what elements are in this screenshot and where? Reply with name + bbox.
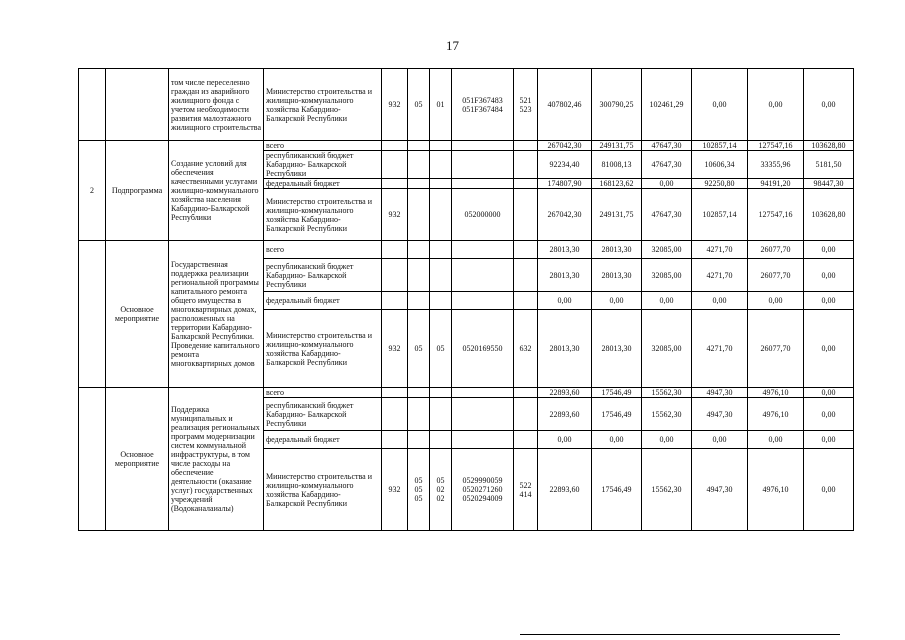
value-cell: 168123,62 — [592, 179, 642, 189]
cell-num — [79, 241, 106, 388]
value-cell: 10606,34 — [692, 151, 748, 179]
value-cell: 0,00 — [804, 398, 854, 431]
value-cell: 26077,70 — [748, 259, 804, 292]
pr-code: 05 02 02 — [430, 449, 452, 531]
pr-code: 05 — [430, 310, 452, 388]
value-cell: 28013,30 — [592, 259, 642, 292]
value-cell: 407802,46 — [538, 69, 592, 141]
source-label: республиканский бюджет Кабардино- Балкарской Республики — [264, 398, 382, 431]
vr-code: 521 523 — [514, 69, 538, 141]
source-label: федеральный бюджет — [264, 179, 382, 189]
rz-code: 05 05 05 — [408, 449, 430, 531]
vr-code: 632 — [514, 310, 538, 388]
value-cell: 28013,30 — [538, 259, 592, 292]
rz-code: 05 — [408, 310, 430, 388]
footer-rule — [520, 634, 840, 635]
value-cell: 0,00 — [748, 69, 804, 141]
value-cell: 26077,70 — [748, 310, 804, 388]
value-cell: 17546,49 — [592, 388, 642, 398]
value-cell: 0,00 — [804, 310, 854, 388]
value-cell: 174807,90 — [538, 179, 592, 189]
value-cell: 102857,14 — [692, 141, 748, 151]
grbs-code: 932 — [382, 69, 408, 141]
value-cell: 102461,29 — [642, 69, 692, 141]
value-cell: 300790,25 — [592, 69, 642, 141]
value-cell: 22893,60 — [538, 398, 592, 431]
value-cell: 47647,30 — [642, 141, 692, 151]
value-cell: 0,00 — [692, 292, 748, 310]
value-cell: 32085,00 — [642, 241, 692, 259]
cell-status — [106, 69, 169, 141]
value-cell: 17546,49 — [592, 398, 642, 431]
value-cell: 17546,49 — [592, 449, 642, 531]
value-cell: 0,00 — [804, 69, 854, 141]
value-cell: 4947,30 — [692, 398, 748, 431]
csr-code: 0520169550 — [452, 310, 514, 388]
cell-num — [79, 69, 106, 141]
value-cell: 0,00 — [804, 241, 854, 259]
row-number: 2 — [79, 141, 106, 241]
value-cell: 0,00 — [804, 449, 854, 531]
value-cell: 47647,30 — [642, 151, 692, 179]
value-cell: 32085,00 — [642, 310, 692, 388]
value-cell: 22893,60 — [538, 388, 592, 398]
value-cell: 0,00 — [804, 292, 854, 310]
value-cell: 92250,80 — [692, 179, 748, 189]
value-cell: 0,00 — [804, 388, 854, 398]
value-cell: 0,00 — [642, 431, 692, 449]
source-label: федеральный бюджет — [264, 292, 382, 310]
value-cell: 98447,30 — [804, 179, 854, 189]
grbs-code: 932 — [382, 189, 408, 241]
executor-name: Министерство строительства и жилищно-коммунального хозяйства Кабардино-Балкарской Республики — [264, 449, 382, 531]
value-cell: 15562,30 — [642, 449, 692, 531]
status-label: Основное мероприятие — [106, 388, 169, 531]
value-cell: 4271,70 — [692, 310, 748, 388]
value-cell: 0,00 — [642, 179, 692, 189]
value-cell: 32085,00 — [642, 259, 692, 292]
csr-code: 051F367483 051F367484 — [452, 69, 514, 141]
event-name: Поддержка муниципальных и реализация региональных программ модернизации систем коммунальной инфраструктуры, в том числе расходы на обеспечение деятельности (оказание услуг) государственных учреждений (Водоканалаиалы) — [169, 388, 264, 531]
value-cell: 4271,70 — [692, 241, 748, 259]
value-cell: 4947,30 — [692, 449, 748, 531]
value-cell: 15562,30 — [642, 398, 692, 431]
event-name: Создание условий для обеспечения качественными услугами жилищно-коммунального хозяйства населения Кабардино-Балкарской Республики — [169, 141, 264, 241]
value-cell: 4947,30 — [692, 388, 748, 398]
csr-code: 0529990059 0520271260 0520294009 — [452, 449, 514, 531]
value-cell: 15562,30 — [642, 388, 692, 398]
value-cell: 26077,70 — [748, 241, 804, 259]
event-name: том числе переселенно граждан из аварийного жилищного фонда с учетом необходимости развития малоэтажного жилищного строительства — [169, 69, 264, 141]
value-cell: 92234,40 — [538, 151, 592, 179]
value-cell: 47647,30 — [642, 189, 692, 241]
value-cell: 267042,30 — [538, 141, 592, 151]
value-cell: 94191,20 — [748, 179, 804, 189]
executor-name: Министерство строительства и жилищно-коммунального хозяйства Кабардино-Балкарской Республики — [264, 189, 382, 241]
value-cell: 127547,16 — [748, 189, 804, 241]
value-cell: 0,00 — [642, 292, 692, 310]
csr-code: 052000000 — [452, 189, 514, 241]
value-cell: 4976,10 — [748, 398, 804, 431]
grbs-code: 932 — [382, 310, 408, 388]
value-cell: 249131,75 — [592, 141, 642, 151]
value-cell: 22893,60 — [538, 449, 592, 531]
pr-code: 01 — [430, 69, 452, 141]
value-cell: 28013,30 — [538, 241, 592, 259]
value-cell: 102857,14 — [692, 189, 748, 241]
event-name: Государственная поддержка реализации региональной программы капитального ремонта общего имущества в многоквартирных домах, расположенных на территории Кабардино-Балкарской Республики. Проведение капитального ремонта многоквартирных домов — [169, 241, 264, 388]
value-cell: 5181,50 — [804, 151, 854, 179]
source-label: всего — [264, 388, 382, 398]
value-cell: 0,00 — [804, 431, 854, 449]
value-cell: 103628,80 — [804, 189, 854, 241]
value-cell: 81008,13 — [592, 151, 642, 179]
budget-table — [78, 68, 854, 531]
value-cell: 0,00 — [748, 431, 804, 449]
value-cell: 0,00 — [538, 292, 592, 310]
value-cell: 4976,10 — [748, 449, 804, 531]
value-cell: 0,00 — [592, 431, 642, 449]
table-row — [79, 69, 854, 141]
value-cell: 0,00 — [592, 292, 642, 310]
value-cell: 103628,80 — [804, 141, 854, 151]
executor-name: Министерство строительства и жилищно-коммунального хозяйства Кабардино-Балкарской Республики — [264, 69, 382, 141]
value-cell: 28013,30 — [592, 310, 642, 388]
value-cell: 249131,75 — [592, 189, 642, 241]
rz-code: 05 — [408, 69, 430, 141]
value-cell: 267042,30 — [538, 189, 592, 241]
table-row — [79, 388, 854, 398]
table-row — [79, 241, 854, 259]
value-cell: 0,00 — [538, 431, 592, 449]
vr-code: 522 414 — [514, 449, 538, 531]
value-cell: 0,00 — [692, 69, 748, 141]
source-label: всего — [264, 241, 382, 259]
value-cell: 0,00 — [804, 259, 854, 292]
source-label: республиканский бюджет Кабардино- Балкарской Республики — [264, 259, 382, 292]
value-cell: 4976,10 — [748, 388, 804, 398]
source-label: всего — [264, 141, 382, 151]
value-cell: 33355,96 — [748, 151, 804, 179]
cell-num — [79, 388, 106, 531]
value-cell: 0,00 — [748, 292, 804, 310]
value-cell: 0,00 — [692, 431, 748, 449]
value-cell: 4271,70 — [692, 259, 748, 292]
source-label: республиканский бюджет Кабардино- Балкарской Республики — [264, 151, 382, 179]
value-cell: 127547,16 — [748, 141, 804, 151]
status-label: Подпрограмма — [106, 141, 169, 241]
source-label: федеральный бюджет — [264, 431, 382, 449]
value-cell: 28013,30 — [592, 241, 642, 259]
executor-name: Министерство строительства и жилищно-коммунального хозяйства Кабардино-Балкарской Республики — [264, 310, 382, 388]
status-label: Основное мероприятие — [106, 241, 169, 388]
value-cell: 28013,30 — [538, 310, 592, 388]
page-number: 17 — [446, 38, 459, 53]
grbs-code: 932 — [382, 449, 408, 531]
table-row — [79, 141, 854, 151]
